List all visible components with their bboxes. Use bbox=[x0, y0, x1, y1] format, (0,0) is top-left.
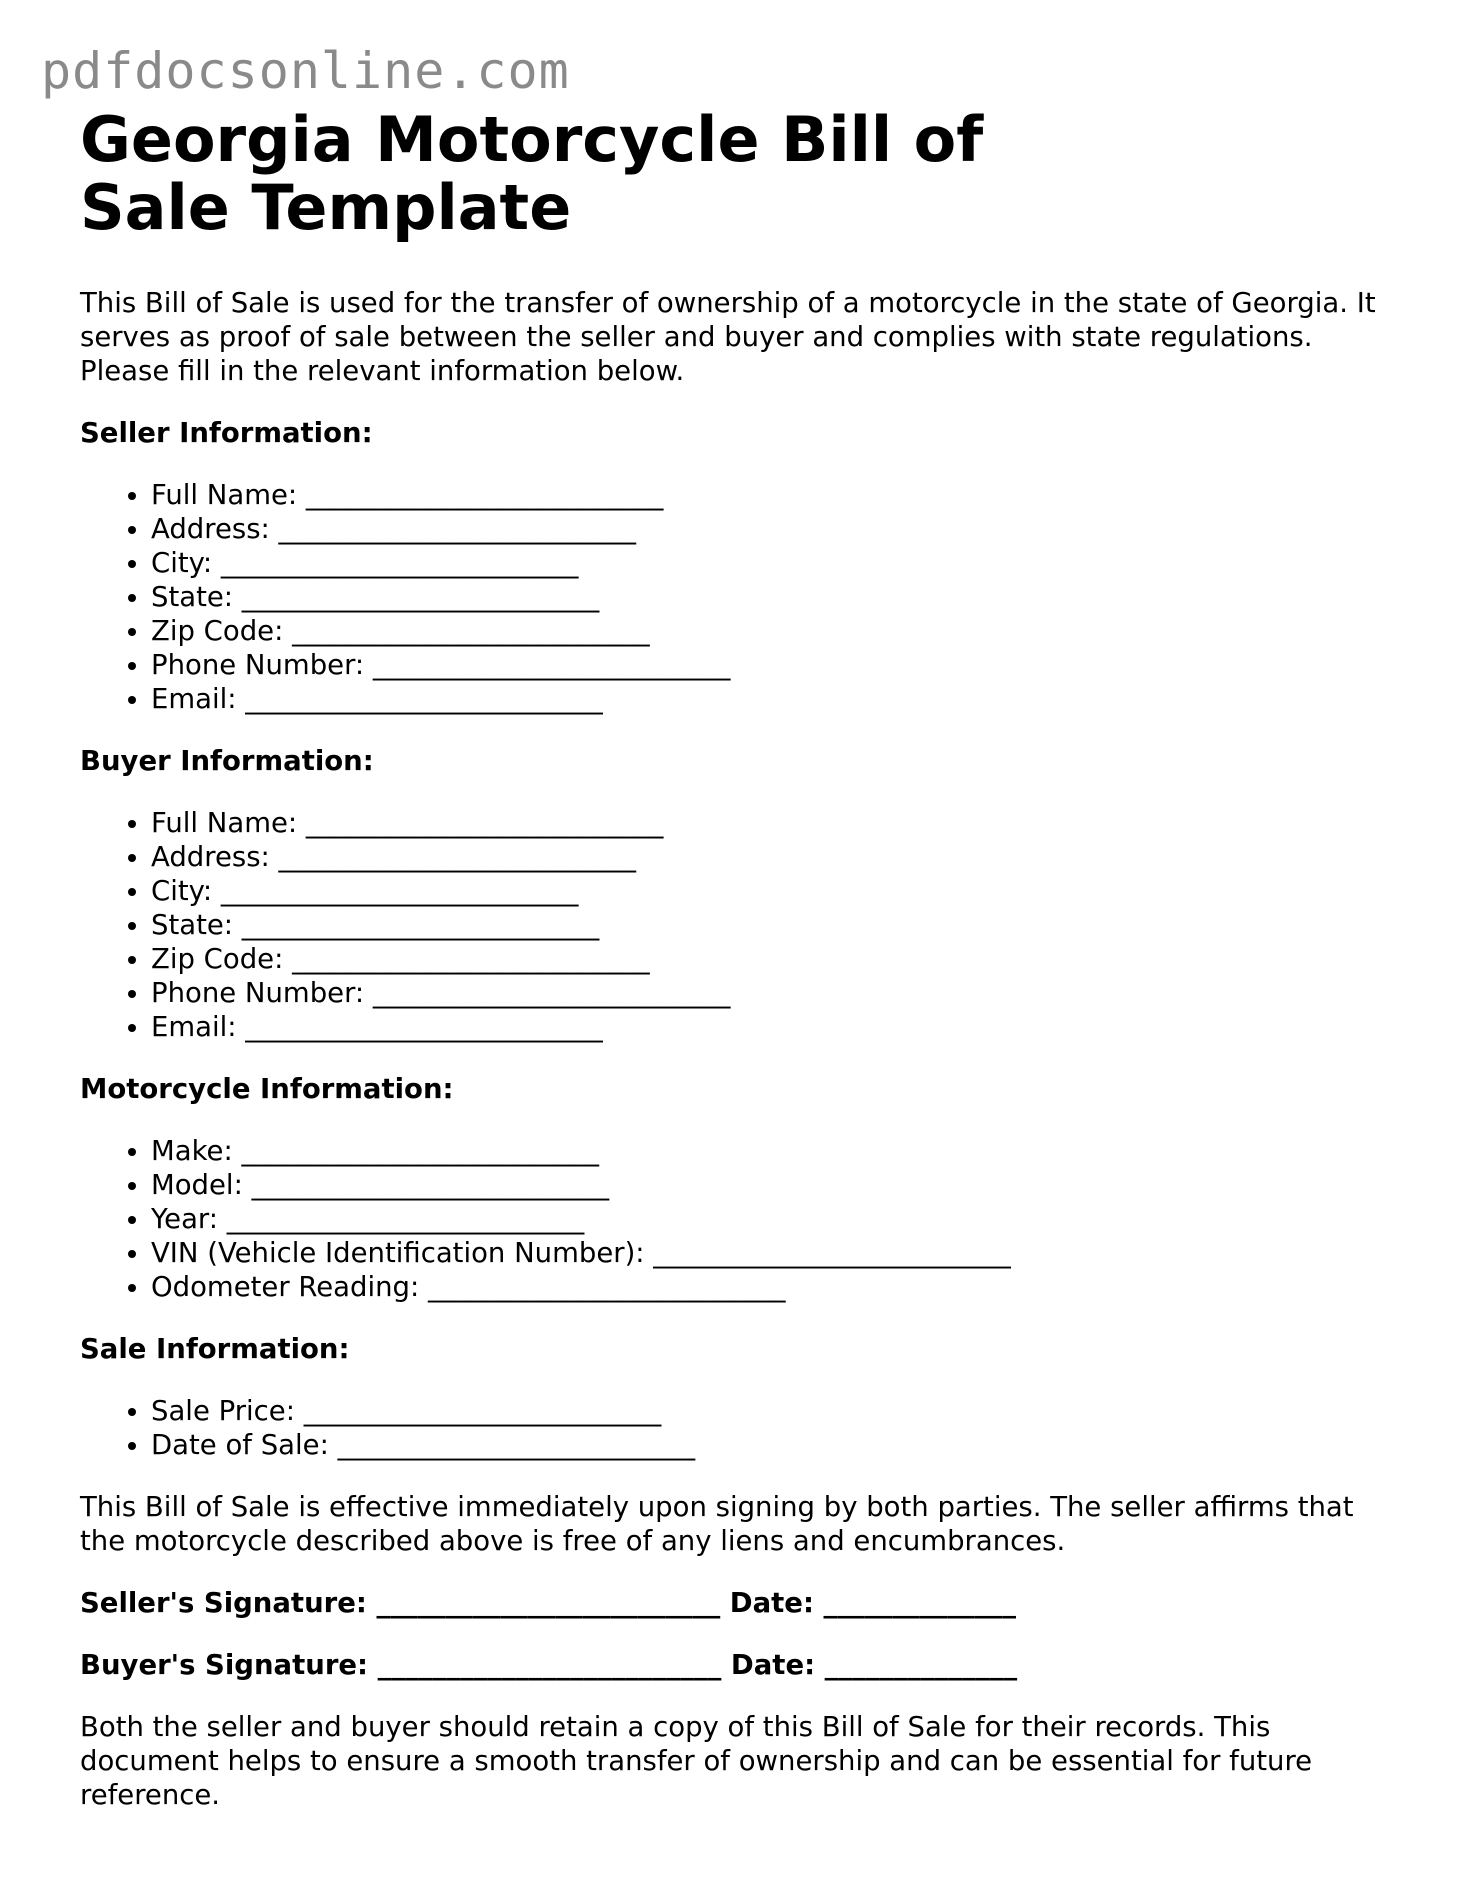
seller-state-field: • State: __________________________ bbox=[151, 580, 1400, 614]
seller-field-list bbox=[80, 478, 1400, 716]
buyer-zip-field: • Zip Code: __________________________ bbox=[151, 942, 1400, 976]
motorcycle-make-field: • Make: __________________________ bbox=[151, 1134, 1400, 1168]
buyer-signature-line: Buyer's Signature: _________________________ Date: ______________ bbox=[80, 1649, 1018, 1681]
sale-section bbox=[80, 1332, 1400, 1462]
motorcycle-odometer-field: • Odometer Reading: __________________________ bbox=[151, 1270, 1400, 1304]
seller-email-field: • Email: __________________________ bbox=[151, 682, 1400, 716]
motorcycle-year-field: • Year: __________________________ bbox=[151, 1202, 1400, 1236]
seller-section bbox=[80, 416, 1400, 716]
seller-zip-field: • Zip Code: __________________________ bbox=[151, 614, 1400, 648]
buyer-section bbox=[80, 744, 1400, 1044]
motorcycle-model-field: • Model: __________________________ bbox=[151, 1168, 1400, 1202]
sale-heading: Sale Information: bbox=[80, 1333, 350, 1365]
buyer-phone-field: • Phone Number: __________________________ bbox=[151, 976, 1400, 1010]
motorcycle-field-list bbox=[80, 1134, 1400, 1304]
document-page bbox=[80, 103, 1400, 1812]
sale-date-field: • Date of Sale: __________________________ bbox=[151, 1428, 1400, 1462]
buyer-city-field: • City: __________________________ bbox=[151, 874, 1400, 908]
page-title: Georgia Motorcycle Bill of Sale Template bbox=[80, 103, 984, 244]
intro-paragraph: This Bill of Sale is used for the transfer of ownership of a motorcycle in the state of Georgia. It serves as proof of sale between the seller and buyer and complies with state regulations. Please fill in the relevant information below. bbox=[80, 287, 1376, 387]
seller-city-field: • City: __________________________ bbox=[151, 546, 1400, 580]
buyer-heading: Buyer Information: bbox=[80, 745, 374, 777]
motorcycle-heading: Motorcycle Information: bbox=[80, 1073, 454, 1105]
buyer-field-list bbox=[80, 806, 1400, 1044]
sale-field-list bbox=[80, 1394, 1400, 1462]
closing-paragraph: This Bill of Sale is effective immediately upon signing by both parties. The seller affirms that the motorcycle described above is free of any liens and encumbrances. bbox=[80, 1491, 1354, 1557]
buyer-full-name-field: • Full Name: __________________________ bbox=[151, 806, 1400, 840]
watermark: pdfdocsonline.com bbox=[41, 42, 570, 100]
seller-full-name-field: • Full Name: __________________________ bbox=[151, 478, 1400, 512]
motorcycle-vin-field: • VIN (Vehicle Identification Number): __________________________ bbox=[151, 1236, 1400, 1270]
buyer-address-field: • Address: __________________________ bbox=[151, 840, 1400, 874]
final-note-paragraph: Both the seller and buyer should retain a copy of this Bill of Sale for their records. This document helps to ensure a smooth transfer of ownership and can be essential for future reference. bbox=[80, 1711, 1313, 1811]
buyer-state-field: • State: __________________________ bbox=[151, 908, 1400, 942]
buyer-email-field: • Email: __________________________ bbox=[151, 1010, 1400, 1044]
seller-signature-line: Seller's Signature: _________________________ Date: ______________ bbox=[80, 1587, 1017, 1619]
seller-phone-field: • Phone Number: __________________________ bbox=[151, 648, 1400, 682]
seller-address-field: • Address: __________________________ bbox=[151, 512, 1400, 546]
seller-heading: Seller Information: bbox=[80, 417, 373, 449]
sale-price-field: • Sale Price: __________________________ bbox=[151, 1394, 1400, 1428]
motorcycle-section bbox=[80, 1072, 1400, 1304]
